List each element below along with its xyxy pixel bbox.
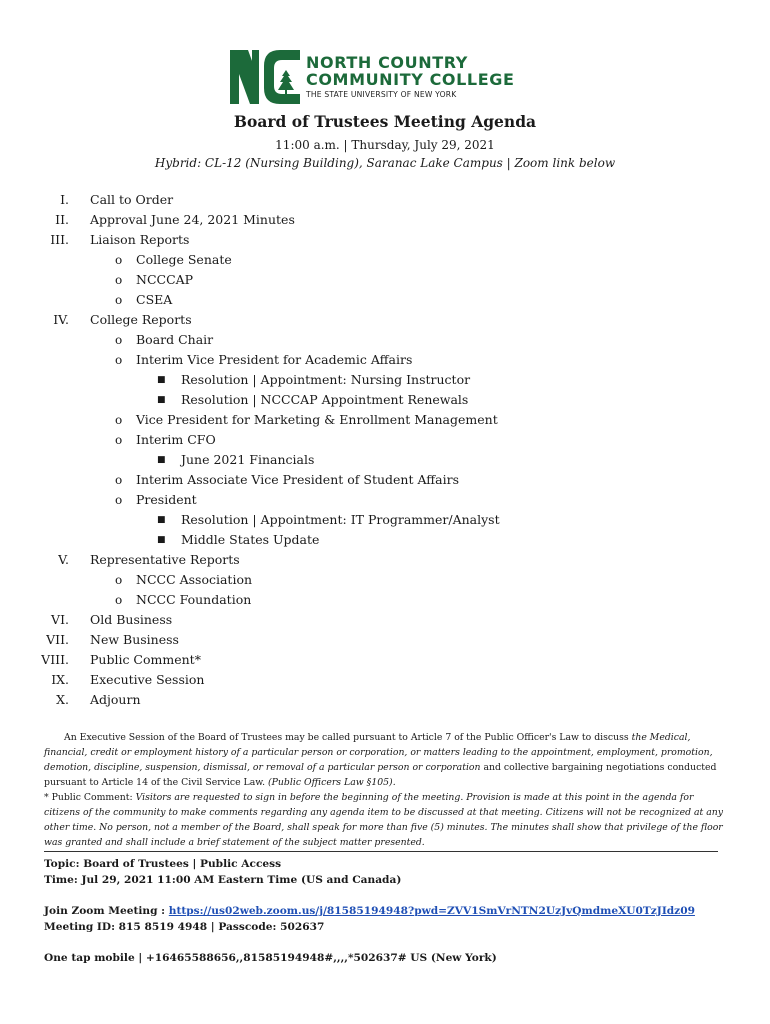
agenda-subsubitem-label: Resolution | NCCCAP Appointment Renewals [181,392,469,407]
agenda-item [0,310,770,330]
agenda-subitem-label: Vice President for Marketing & Enrollment Management [136,412,498,427]
agenda-subitem-label: Interim CFO [136,432,216,447]
agenda-subitem [0,250,770,270]
circle-bullet-icon: o [115,433,123,447]
agenda-item-number: II. [55,212,69,227]
agenda-item-label: New Business [90,632,179,647]
circle-bullet-icon: o [115,413,123,427]
circle-bullet-icon: o [115,493,123,507]
exec-note-law: (Public Officers Law §105). [268,777,396,788]
exec-note-italic: the Medical, financial, credit or employment history of a particular person or corporation, or matters leading to the appointment, employment, promotion, demotion, discipline, suspension, dismissal, or removal of a particular person or corporation [44,732,713,773]
agenda-subitem [0,430,770,450]
square-bullet-icon: ■ [157,535,166,545]
agenda-item-label: Public Comment* [90,652,201,667]
page-title: Board of Trustees Meeting Agenda [233,112,537,131]
square-bullet-icon: ■ [157,375,166,385]
agenda-item [0,690,770,710]
agenda-subsubitem [0,370,770,390]
agenda-subitem [0,590,770,610]
agenda-subitem-label: College Senate [136,252,232,267]
agenda-subitem-label: Interim Vice President for Academic Affairs [136,352,413,367]
logo-suny-line: THE STATE UNIVERSITY OF NEW YORK [306,90,457,99]
agenda-subitem [0,410,770,430]
divider [44,851,718,852]
agenda-item-label: College Reports [90,312,192,327]
agenda-subitem-label: President [136,492,197,507]
agenda-subitem [0,470,770,490]
agenda-subsubitem [0,510,770,530]
agenda-subitem [0,270,770,290]
agenda-item-label: Approval June 24, 2021 Minutes [90,212,295,227]
college-logo [228,46,558,106]
agenda-subsubitem-label: Middle States Update [181,532,320,547]
circle-bullet-icon: o [115,273,123,287]
zoom-join-link[interactable]: https://us02web.zoom.us/j/81585194948?pwd=ZVV1SmVrNTN2UzJvQmdmeXU0TzJIdz09 [168,905,695,917]
agenda-item-label: Executive Session [90,672,205,687]
agenda-item [0,190,770,210]
agenda-item-label: Liaison Reports [90,232,190,247]
agenda-subitem [0,350,770,370]
agenda-item-number: IV. [53,312,69,327]
circle-bullet-icon: o [115,253,123,267]
agenda-subsubitem [0,450,770,470]
agenda-item-label: Call to Order [90,192,174,207]
agenda-subsubitem-label: June 2021 Financials [181,452,315,467]
agenda-subitem-label: NCCCAP [136,272,194,287]
exec-note-text: An Executive Session of the Board of Trustees may be called pursuant to Article 7 of the Public Officer's Law to discuss [64,732,632,743]
square-bullet-icon: ■ [157,395,166,405]
agenda-list [0,190,770,710]
agenda-item-number: X. [56,692,69,707]
zoom-one-tap: One tap mobile | +16465588656,,81585194948#,,,,*502637# US (New York) [44,952,497,964]
agenda-subsubitem [0,530,770,550]
agenda-item-number: III. [50,232,69,247]
meeting-location: Hybrid: CL-12 (Nursing Building), Saranac Lake Campus | Zoom link below [154,156,616,170]
public-comment-note [44,790,726,850]
agenda-item-label: Adjourn [90,692,141,707]
public-note-text: Visitors are requested to sign in before the beginning of the meeting. Provision is made at this point in the agenda for citizens of the community to make comments regarding any agenda item to be discussed at that meeting. Citizens will not be recognized at any other time. No person, not a member of the Board, shall speak for more than five (5) minutes. The minutes shall show that privilege of the floor was granted and shall include a brief statement of the subject matter presented. [44,792,724,848]
agenda-item-number: I. [60,192,69,207]
agenda-item-label: Old Business [90,612,173,627]
exec-note-text-2: and collective bargaining negotiations conducted pursuant to Article 14 of the Civil Service Law. [44,762,717,788]
zoom-join-label: Join Zoom Meeting : [44,905,169,917]
agenda-item [0,650,770,670]
agenda-item-number: IX. [51,672,69,687]
agenda-item-number: VI. [51,612,69,627]
agenda-subsubitem-label: Resolution | Appointment: IT Programmer/Analyst [181,512,500,527]
footnotes [44,730,726,850]
circle-bullet-icon: o [115,293,123,307]
agenda-item [0,630,770,650]
agenda-subitem [0,330,770,350]
zoom-topic: Topic: Board of Trustees | Public Access [44,858,282,870]
agenda-subsubitem-label: Resolution | Appointment: Nursing Instructor [181,372,471,387]
agenda-item-number: VII. [46,632,69,647]
circle-bullet-icon: o [115,353,123,367]
executive-session-note [44,730,726,790]
circle-bullet-icon: o [115,333,123,347]
logo-name-line1: NORTH COUNTRY [306,53,468,72]
agenda-subitem-label: NCCC Foundation [136,592,252,607]
square-bullet-icon: ■ [157,515,166,525]
agenda-item [0,610,770,630]
zoom-time: Time: Jul 29, 2021 11:00 AM Eastern Time (US and Canada) [44,874,402,886]
square-bullet-icon: ■ [157,455,166,465]
circle-bullet-icon: o [115,593,123,607]
agenda-item [0,230,770,250]
meeting-datetime: 11:00 a.m. | Thursday, July 29, 2021 [275,138,495,152]
circle-bullet-icon: o [115,573,123,587]
logo-name-line2: COMMUNITY COLLEGE [306,70,515,89]
agenda-subitem-label: Interim Associate Vice President of Student Affairs [136,472,459,487]
agenda-subsubitem [0,390,770,410]
agenda-subitem-label: CSEA [136,292,173,307]
agenda-item-number: VIII. [41,652,69,667]
agenda-item [0,550,770,570]
agenda-subitem [0,490,770,510]
circle-bullet-icon: o [115,473,123,487]
agenda-item-label: Representative Reports [90,552,240,567]
public-note-label: * Public Comment: [44,792,136,803]
zoom-meeting-id: Meeting ID: 815 8519 4948 | Passcode: 502637 [44,921,325,933]
agenda-subitem-label: NCCC Association [136,572,253,587]
agenda-subitem-label: Board Chair [136,332,214,347]
agenda-item [0,670,770,690]
agenda-item [0,210,770,230]
zoom-join-line [44,905,695,917]
agenda-subitem [0,570,770,590]
nc-monogram-logo [228,46,302,106]
agenda-subitem [0,290,770,310]
agenda-item-number: V. [58,552,69,567]
